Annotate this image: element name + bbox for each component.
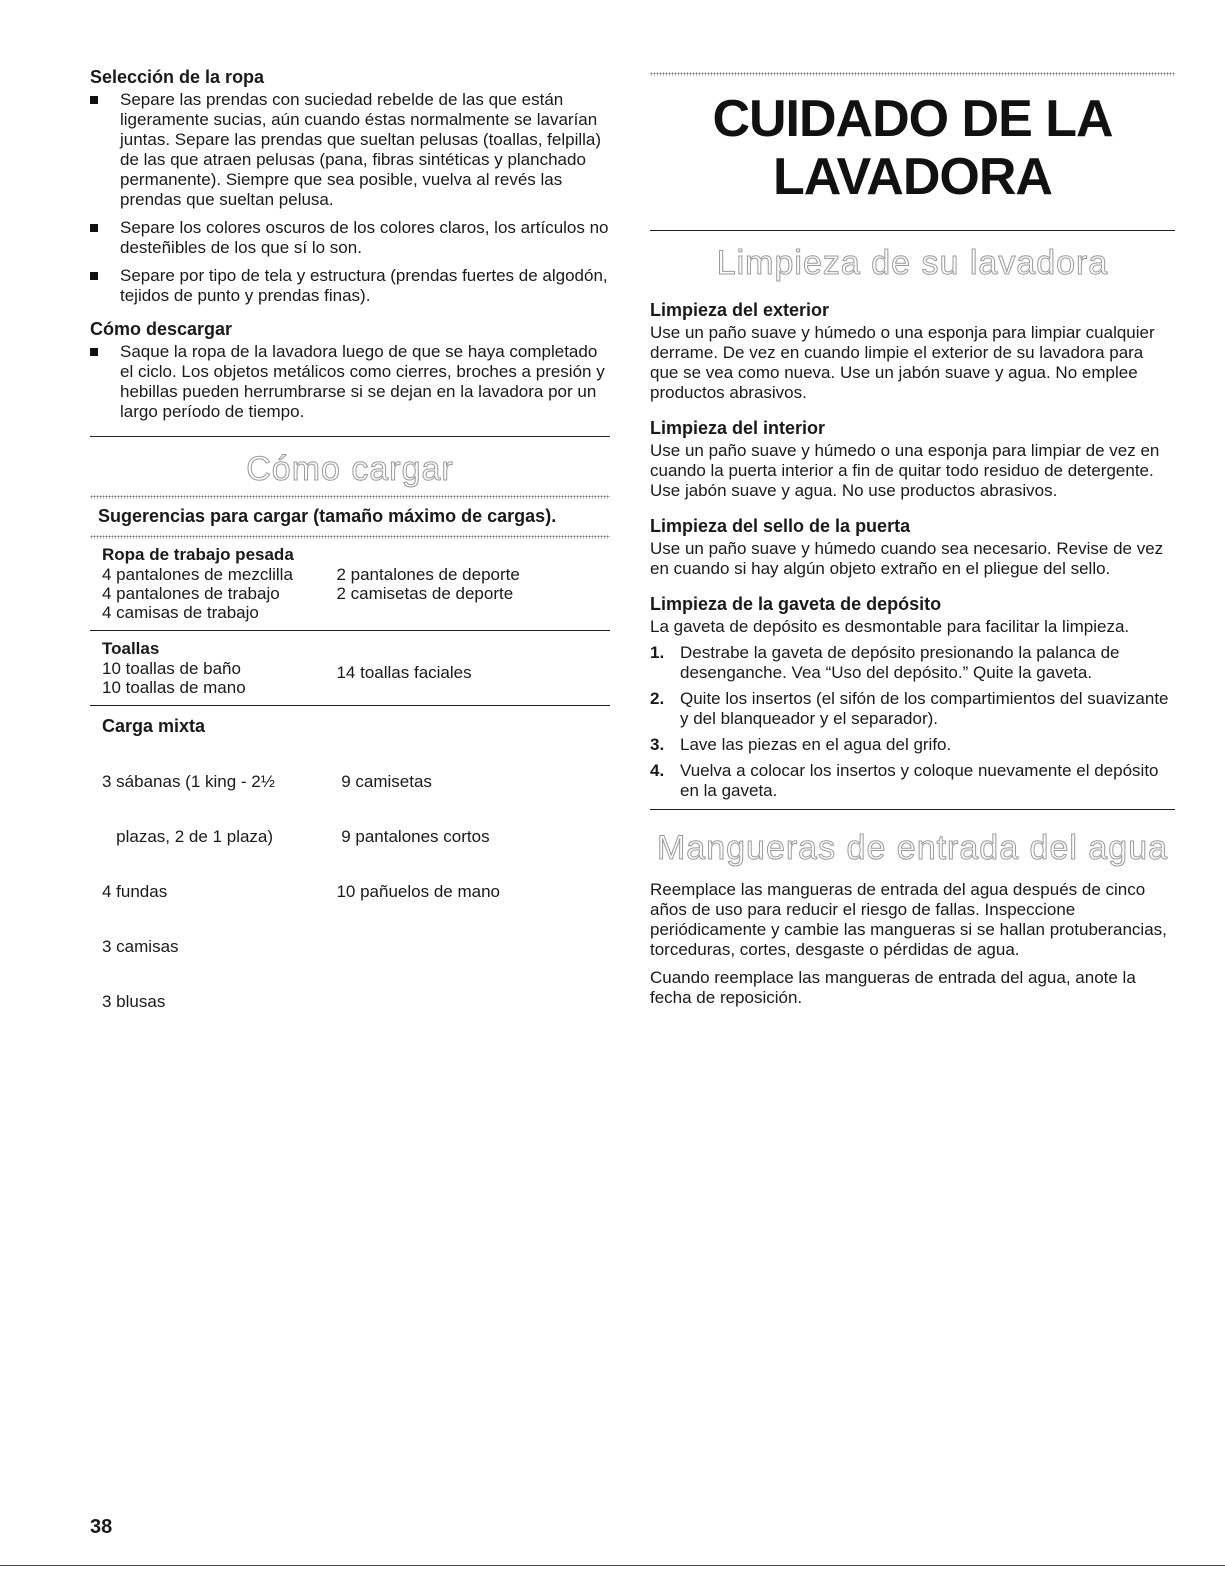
load-item: 3 camisas <box>102 937 179 956</box>
right-column <box>650 66 1175 1008</box>
load-item: 2 pantalones de deporte <box>336 565 520 584</box>
load-group-3 <box>90 716 610 1047</box>
load-item: 9 camisetas <box>336 772 432 791</box>
load-item: 2 camisetas de deporte <box>336 584 514 603</box>
bullet-square-icon <box>90 224 98 232</box>
gaveta-step: 2. Quite los insertos (el sifón de los compartimientos del suavizante y del blanqueador y el separador). <box>650 689 1169 728</box>
gaveta-heading: Limpieza de la gaveta de depósito <box>650 594 942 614</box>
load-group-1 <box>90 545 610 622</box>
gaveta-step: 1. Destrabe la gaveta de depósito presionando la palanca de desenganche. Vea “Uso del depósito.” Quite la gaveta. <box>650 643 1120 682</box>
load-group-heading: Ropa de trabajo pesada <box>102 545 294 564</box>
interior-text: Use un paño suave y húmedo o una esponja para limpiar de vez en cuando la puerta interior a fin de quitar todo residuo de detergente. Use jabón suave y agua. No use productos abrasivos. <box>650 441 1160 500</box>
cargar-subtitle: Sugerencias para cargar (tamaño máximo de cargas). <box>98 506 557 526</box>
load-item: plazas, 2 de 1 plaza) <box>102 827 274 846</box>
load-item: 4 pantalones de mezclilla <box>102 565 293 584</box>
divider <box>90 436 610 437</box>
mangueras-text-1: Reemplace las mangueras de entrada del agua después de cinco años de uso para reducir el riesgo de fallas. Inspeccione periódicamente y cambie las mangueras si se hallan protuberancias, torceduras, cortes, desgaste o pérdidas de agua. <box>650 880 1167 959</box>
gaveta-step: 3. Lave las piezas en el agua del grifo. <box>650 735 952 754</box>
load-item: 10 toallas de baño <box>102 659 241 678</box>
load-item: 4 camisas de trabajo <box>102 603 259 622</box>
seleccion-bullet-2: Separe los colores oscuros de los colores claros, los artículos no desteñibles de los que sí lo son. <box>90 218 610 258</box>
seleccion-bullet-3: Separe por tipo de tela y estructura (prendas fuertes de algodón, tejidos de punto y prendas finas). <box>90 266 610 306</box>
load-item: 4 pantalones de trabajo <box>102 584 280 603</box>
sello-text: Use un paño suave y húmedo cuando sea necesario. Revise de vez en cuando si hay algún objeto extraño en el pliegue del sello. <box>650 539 1164 578</box>
page-number: 38 <box>90 1516 113 1538</box>
dotted-divider <box>650 72 1175 76</box>
load-group-heading: Carga mixta <box>102 716 206 736</box>
left-column <box>90 66 610 1047</box>
seleccion-heading: Selección de la ropa <box>90 67 265 87</box>
interior-heading: Limpieza del interior <box>650 418 826 438</box>
divider <box>650 809 1175 810</box>
limpieza-title: Limpieza de su lavadora <box>716 244 1109 282</box>
load-group-heading: Toallas <box>102 639 160 658</box>
descargar-heading: Cómo descargar <box>90 319 233 339</box>
bottom-divider <box>0 1565 1225 1566</box>
seleccion-bullet-1: Separe las prendas con suciedad rebelde de las que están ligeramente sucias, aún cuando éstas normalmente se lavarían juntas. Separe las prendas que sueltan pelusas (toallas, felpilla) de las que atraen pelusas (pana, fibras sintéticas y planchado permanente). Siempre que sea posible, vuelva al revés las prendas que sueltan pelusa. <box>90 90 610 210</box>
load-item: 3 sábanas (1 king - 2½ <box>102 772 275 791</box>
dotted-divider <box>90 495 610 499</box>
divider <box>650 230 1175 231</box>
load-item: 3 blusas <box>102 992 166 1011</box>
mangueras-title: Mangueras de entrada del agua <box>656 829 1169 867</box>
load-item: 14 toallas faciales <box>336 663 472 682</box>
sello-heading: Limpieza del sello de la puerta <box>650 516 911 536</box>
bullet-square-icon <box>90 348 98 356</box>
bullet-square-icon <box>90 272 98 280</box>
mangueras-text-2: Cuando reemplace las mangueras de entrada del agua, anote la fecha de reposición. <box>650 968 1136 1007</box>
divider <box>90 630 610 631</box>
load-item: 10 pañuelos de mano <box>336 882 500 901</box>
exterior-text: Use un paño suave y húmedo o una esponja para limpiar cualquier derrame. De vez en cuando limpie el exterior de su lavadora para que se vea como nueva. Use un jabón suave y agua. No emplee productos abrasivos. <box>650 323 1155 402</box>
load-item: 4 fundas <box>102 882 168 901</box>
divider <box>90 705 610 706</box>
cargar-title: Cómo cargar <box>246 450 454 488</box>
exterior-heading: Limpieza del exterior <box>650 300 830 320</box>
dotted-divider <box>90 535 610 539</box>
gaveta-intro: La gaveta de depósito es desmontable para facilitar la limpieza. <box>650 617 1130 636</box>
bullet-square-icon <box>90 96 98 104</box>
load-group-2 <box>90 639 610 697</box>
descargar-bullet-1: Saque la ropa de la lavadora luego de que se haya completado el ciclo. Los objetos metálicos como cierres, broches a presión y hebillas pueden herrumbrarse si se dejan en la lavadora por un largo período de tiempo. <box>90 342 610 422</box>
load-item: 9 pantalones cortos <box>336 827 490 846</box>
page-title-line2: LAVADORA <box>773 148 1052 206</box>
gaveta-step: 4. Vuelva a colocar los insertos y coloque nuevamente el depósito en la gaveta. <box>650 761 1159 800</box>
load-item: 10 toallas de mano <box>102 678 246 697</box>
page-title-line1: CUIDADO DE LA <box>712 90 1113 148</box>
